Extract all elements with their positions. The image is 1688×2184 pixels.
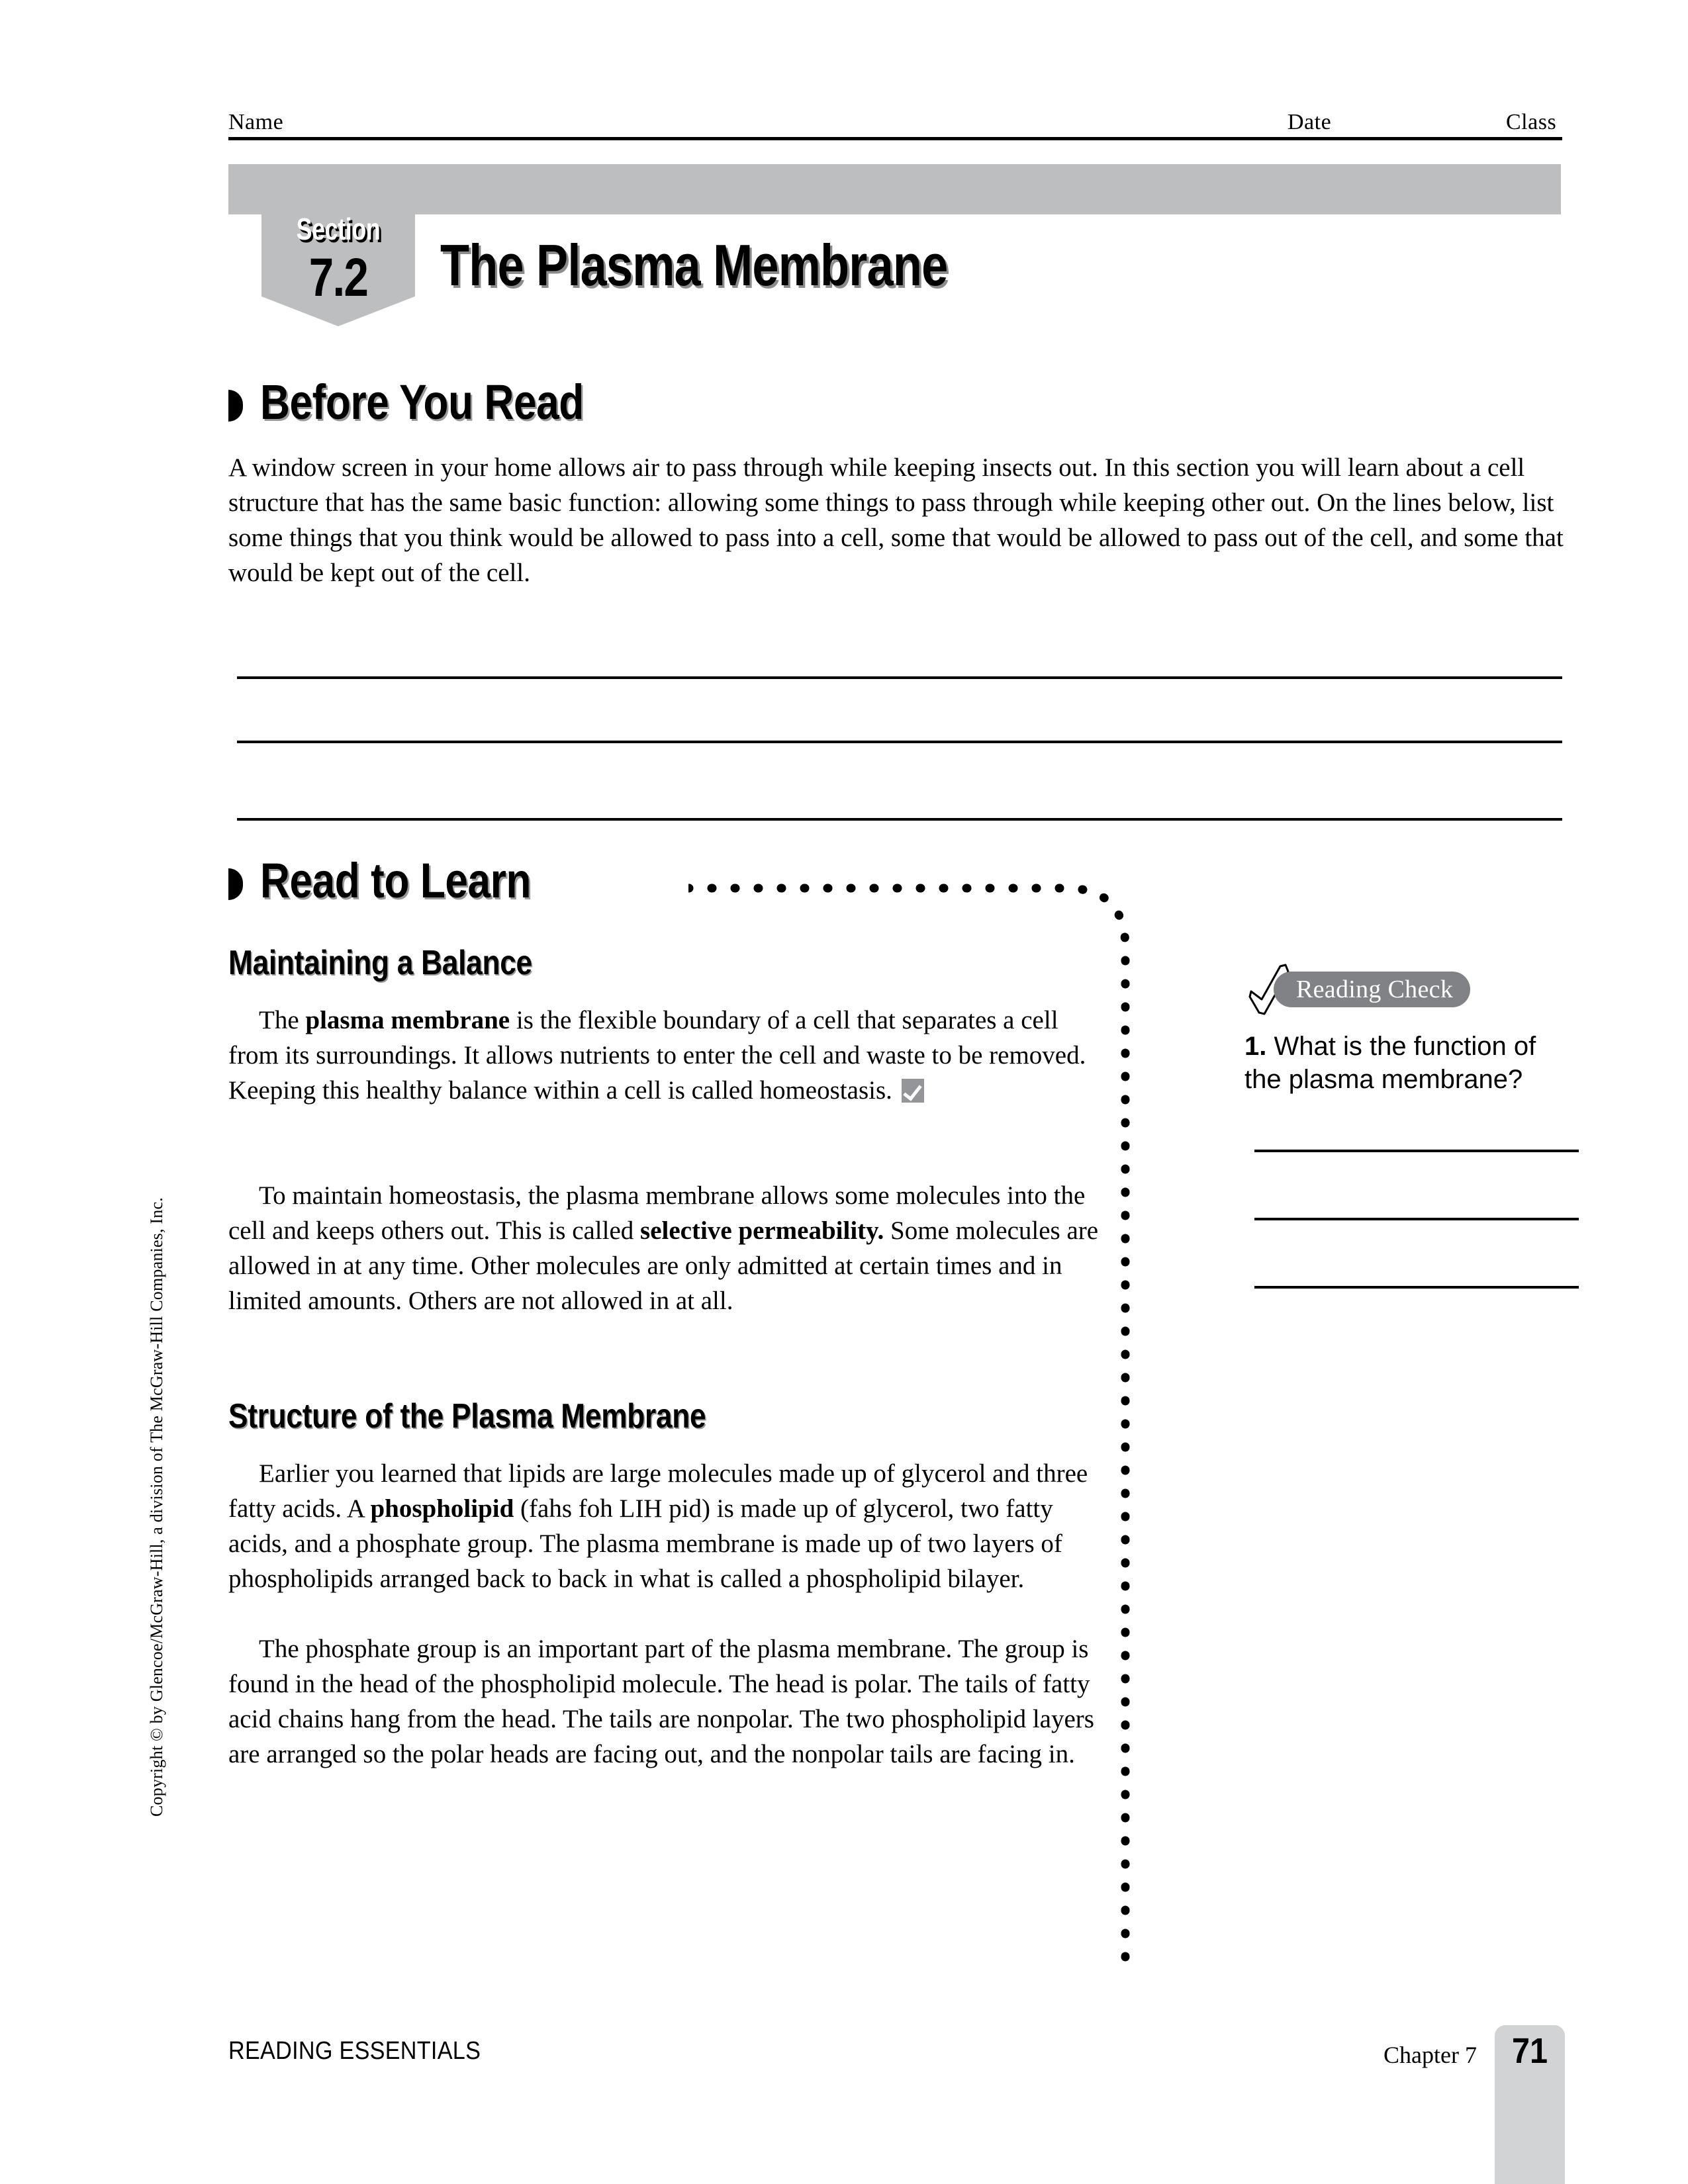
subheading-structure-of-the-plasma-membrane bbox=[228, 1396, 790, 1436]
paragraph-structure-2: The phosphate group is an important part of the plasma membrane. The group is found in the head of the phospholipid molecule. The head is polar. The tails of fatty acid chains hang from the head. The tails are nonpolar. The two phospholipid layers are arranged so the polar heads are facing out, and the nonpolar tails are facing in. bbox=[228, 1635, 1094, 1768]
paragraph-text-rest: (fahs foh LIH pid) is made up of glycerol, two fatty acids, and a phosphate group. The plasma membrane is made up of two layers of phospholipids arranged back to back in what is called a phospholipid bilayer. bbox=[228, 1494, 1062, 1593]
class-label: Class bbox=[1506, 110, 1557, 134]
term-plasma-membrane: plasma membrane bbox=[305, 1006, 510, 1034]
before-you-read-heading-text: Before You Read bbox=[260, 375, 584, 430]
copyright-notice: Copyright © by Glencoe/McGraw-Hill, a division of The McGraw-Hill Companies, Inc. bbox=[147, 1197, 166, 1817]
read-to-learn-heading bbox=[228, 852, 583, 909]
section-badge bbox=[261, 202, 415, 326]
header-rule bbox=[228, 137, 1562, 140]
name-label: Name bbox=[228, 110, 284, 134]
answer-line-2[interactable] bbox=[237, 741, 1562, 743]
reading-check-answer-line-1[interactable] bbox=[1254, 1150, 1579, 1152]
reading-check-question-number: 1. bbox=[1244, 1032, 1267, 1061]
subheading-maintaining-a-balance-text: Maintaining a Balance bbox=[228, 944, 532, 982]
reading-check-label: Reading Check bbox=[1274, 972, 1470, 1007]
term-phospholipid: phospholipid bbox=[370, 1494, 514, 1523]
paragraph-text-rest: Some molecules are allowed in at any time. Other molecules are only admitted at certain times and in limited amounts. Others are not allowed in at all. bbox=[228, 1216, 1099, 1315]
student-info-header bbox=[228, 99, 1562, 139]
before-you-read-paragraph: A window screen in your home allows air to pass through while keeping insects out. In this section you will learn about a cell structure that has the same basic function: allowing some things to pass through while keeping other out. On the lines below, list some things that you think would be allowed to pass into a cell, some that would be allowed to pass out of the cell, and some that would be kept out of the cell. bbox=[228, 453, 1564, 587]
read-to-learn-heading-text: Read to Learn bbox=[260, 853, 532, 908]
reading-check-question bbox=[1244, 1030, 1569, 1096]
term-selective-permeability: selective permeability. bbox=[640, 1216, 884, 1245]
subheading-maintaining-a-balance bbox=[228, 943, 586, 983]
answer-line-3[interactable] bbox=[237, 818, 1562, 821]
subheading-structure-text: Structure of the Plasma Membrane bbox=[228, 1397, 706, 1435]
footer-series-label-text: READING ESSENTIALS bbox=[228, 2037, 481, 2065]
paragraph-maintaining-balance-2 bbox=[228, 1178, 1109, 1318]
page-title: The Plasma Membrane bbox=[440, 232, 948, 298]
half-disc-bullet-icon bbox=[228, 390, 243, 422]
reading-check-question-text: What is the function of the plasma membrane? bbox=[1244, 1032, 1536, 1094]
paragraph-structure-1 bbox=[228, 1456, 1109, 1596]
date-label: Date bbox=[1288, 110, 1332, 134]
reading-check-answer-line-3[interactable] bbox=[1254, 1286, 1579, 1289]
paragraph-text-rest: is the flexible boundary of a cell that separates a cell from its surroundings. It allows nutrients to enter the cell and waste to be removed. Keeping this healthy balance within a cell is called homeostasis. bbox=[228, 1006, 1086, 1105]
before-you-read-heading bbox=[228, 374, 645, 430]
reading-check-answer-line-2[interactable] bbox=[1254, 1218, 1579, 1220]
footer-series-label bbox=[228, 2037, 509, 2066]
checkmark-icon bbox=[902, 1079, 924, 1103]
paragraph-text-lead: To maintain homeostasis, the plasma membrane allows some molecules into the cell and keeps others out. This is called bbox=[228, 1181, 1086, 1245]
footer-chapter-label: Chapter 7 bbox=[1383, 2042, 1477, 2068]
section-badge-word: Section bbox=[296, 212, 381, 246]
half-disc-bullet-icon bbox=[228, 868, 243, 900]
paragraph-text-lead: Earlier you learned that lipids are large molecules made up of glycerol and three fatty acids. A bbox=[228, 1459, 1088, 1523]
reading-check-badge bbox=[1244, 968, 1562, 1011]
section-badge-number: 7.2 bbox=[308, 248, 368, 308]
paragraph-maintaining-balance-1 bbox=[228, 1003, 1109, 1108]
page-number: 71 bbox=[1511, 2031, 1548, 2071]
section-banner-bar bbox=[228, 164, 1561, 214]
paragraph-text-lead: The bbox=[259, 1006, 306, 1034]
answer-line-1[interactable] bbox=[237, 676, 1562, 679]
